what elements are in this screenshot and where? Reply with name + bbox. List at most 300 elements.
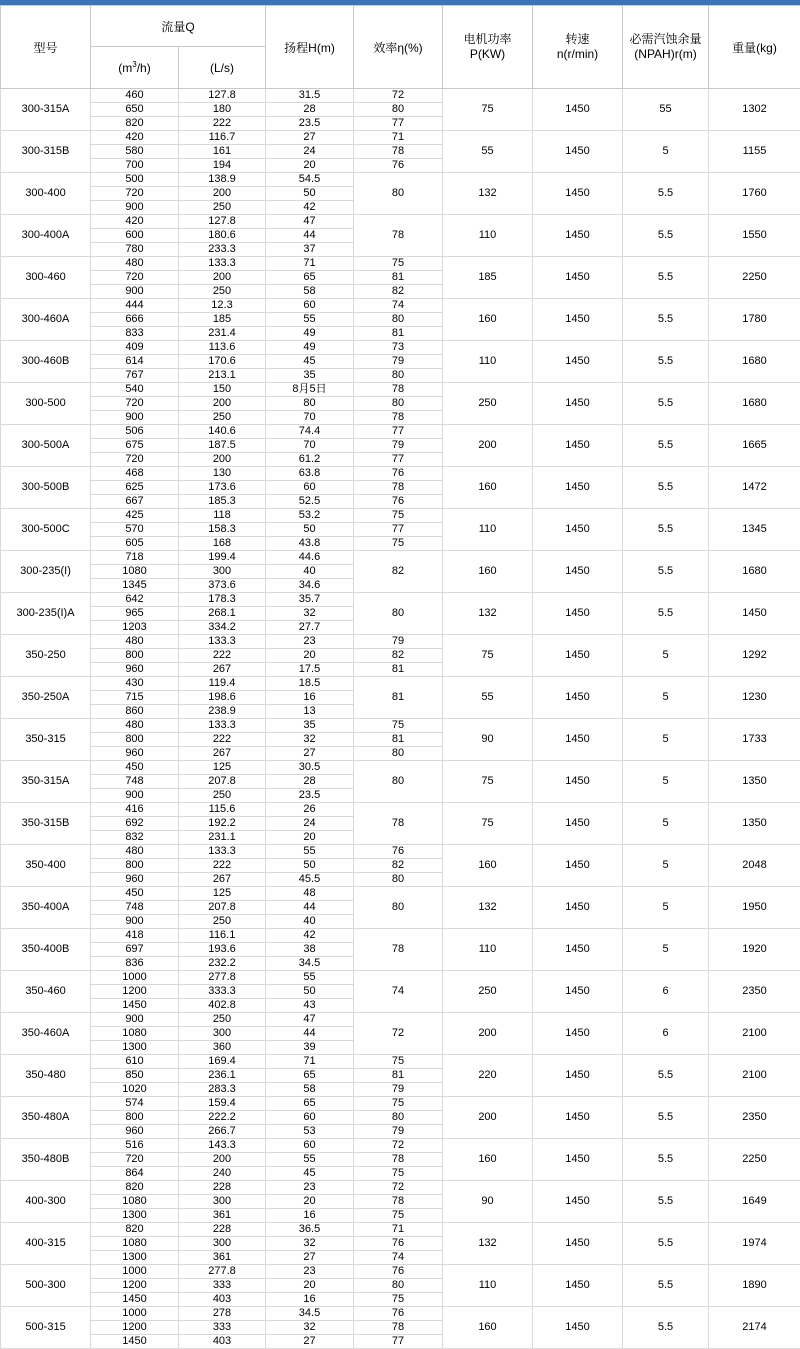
flow-m3h-cell: 675 — [91, 439, 179, 453]
flow-m3h-cell: 430 — [91, 677, 179, 691]
efficiency-cell: 78 — [354, 1153, 443, 1167]
table-row — [1, 1223, 800, 1237]
power-cell: 200 — [443, 425, 533, 467]
flow-ls-cell: 403 — [179, 1335, 266, 1349]
head-cell: 8月5日 — [266, 383, 354, 397]
flow-ls-cell: 12.3 — [179, 299, 266, 313]
flow-m3h-cell: 900 — [91, 915, 179, 929]
model-cell: 350-480A — [1, 1097, 91, 1139]
flow-m3h-cell: 444 — [91, 299, 179, 313]
weight-cell: 1680 — [709, 551, 800, 593]
weight-cell: 1950 — [709, 887, 800, 929]
flow-m3h-cell: 800 — [91, 733, 179, 747]
table-row — [1, 1097, 800, 1111]
flow-ls-cell: 300 — [179, 565, 266, 579]
efficiency-cell: 77 — [354, 117, 443, 131]
flow-ls-cell: 222.2 — [179, 1111, 266, 1125]
model-cell: 350-480 — [1, 1055, 91, 1097]
flow-ls-cell: 222 — [179, 859, 266, 873]
model-cell: 300-315A — [1, 89, 91, 131]
head-cell: 16 — [266, 1209, 354, 1223]
table-row — [1, 1181, 800, 1195]
efficiency-cell: 76 — [354, 1265, 443, 1279]
flow-m3h-cell: 748 — [91, 775, 179, 789]
head-cell: 70 — [266, 439, 354, 453]
flow-ls-cell: 236.1 — [179, 1069, 266, 1083]
table-row — [1, 929, 800, 943]
head-cell: 49 — [266, 341, 354, 355]
flow-m3h-cell: 832 — [91, 831, 179, 845]
efficiency-cell: 78 — [354, 383, 443, 397]
head-cell: 45.5 — [266, 873, 354, 887]
model-cell: 300-460B — [1, 341, 91, 383]
flow-ls-cell: 360 — [179, 1041, 266, 1055]
head-cell: 35.7 — [266, 593, 354, 607]
flow-ls-cell: 334.2 — [179, 621, 266, 635]
flow-m3h-cell: 833 — [91, 327, 179, 341]
head-cell: 34.5 — [266, 957, 354, 971]
npsh-cell: 5.5 — [623, 551, 709, 593]
head-cell: 49 — [266, 327, 354, 341]
flow-ls-cell: 138.9 — [179, 173, 266, 187]
flow-ls-cell: 267 — [179, 747, 266, 761]
flow-ls-cell: 361 — [179, 1209, 266, 1223]
head-cell: 74.4 — [266, 425, 354, 439]
model-cell: 300-235(I)A — [1, 593, 91, 635]
head-cell: 55 — [266, 971, 354, 985]
npsh-cell: 5.5 — [623, 1097, 709, 1139]
flow-m3h-cell: 574 — [91, 1097, 179, 1111]
header-power — [443, 6, 533, 89]
flow-m3h-cell: 666 — [91, 313, 179, 327]
flow-ls-cell: 277.8 — [179, 1265, 266, 1279]
flow-ls-cell: 116.1 — [179, 929, 266, 943]
npsh-cell: 5.5 — [623, 383, 709, 425]
flow-ls-cell: 199.4 — [179, 551, 266, 565]
efficiency-cell: 72 — [354, 1181, 443, 1195]
flow-m3h-cell: 420 — [91, 215, 179, 229]
flow-m3h-cell: 516 — [91, 1139, 179, 1153]
efficiency-cell: 81 — [354, 327, 443, 341]
weight-cell: 2350 — [709, 1097, 800, 1139]
speed-cell: 1450 — [533, 677, 623, 719]
power-cell: 200 — [443, 1097, 533, 1139]
flow-m3h-cell: 965 — [91, 607, 179, 621]
flow-m3h-cell: 800 — [91, 859, 179, 873]
flow-ls-cell: 140.6 — [179, 425, 266, 439]
flow-m3h-cell: 864 — [91, 1167, 179, 1181]
flow-m3h-cell: 1200 — [91, 1279, 179, 1293]
head-cell: 53.2 — [266, 509, 354, 523]
model-cell: 300-500B — [1, 467, 91, 509]
flow-ls-cell: 228 — [179, 1181, 266, 1195]
flow-m3h-cell: 715 — [91, 691, 179, 705]
flow-m3h-cell: 480 — [91, 719, 179, 733]
efficiency-cell: 75 — [354, 719, 443, 733]
head-cell: 65 — [266, 271, 354, 285]
head-cell: 23 — [266, 1265, 354, 1279]
head-cell: 32 — [266, 1321, 354, 1335]
flow-ls-cell: 228 — [179, 1223, 266, 1237]
flow-ls-cell: 133.3 — [179, 635, 266, 649]
flow-m3h-cell: 610 — [91, 1055, 179, 1069]
flow-ls-cell: 159.4 — [179, 1097, 266, 1111]
efficiency-cell: 80 — [354, 761, 443, 803]
header-npsh — [623, 6, 709, 89]
npsh-cell: 55 — [623, 89, 709, 131]
flow-m3h-cell: 720 — [91, 1153, 179, 1167]
table-row — [1, 1265, 800, 1279]
power-cell: 132 — [443, 1223, 533, 1265]
head-cell: 53 — [266, 1125, 354, 1139]
flow-m3h-cell: 1345 — [91, 579, 179, 593]
head-cell: 40 — [266, 915, 354, 929]
model-cell: 350-400 — [1, 845, 91, 887]
power-cell: 250 — [443, 383, 533, 425]
efficiency-cell: 79 — [354, 635, 443, 649]
table-row — [1, 593, 800, 607]
flow-m3h-cell: 570 — [91, 523, 179, 537]
table-row — [1, 845, 800, 859]
efficiency-cell: 80 — [354, 887, 443, 929]
efficiency-cell: 80 — [354, 873, 443, 887]
flow-ls-cell: 300 — [179, 1027, 266, 1041]
efficiency-cell: 77 — [354, 523, 443, 537]
flow-m3h-cell: 480 — [91, 845, 179, 859]
head-cell: 44 — [266, 901, 354, 915]
head-cell: 55 — [266, 1153, 354, 1167]
flow-m3h-cell: 1080 — [91, 1027, 179, 1041]
model-cell: 400-300 — [1, 1181, 91, 1223]
head-cell: 28 — [266, 103, 354, 117]
table-row — [1, 761, 800, 775]
model-cell: 350-315B — [1, 803, 91, 845]
head-cell: 23 — [266, 635, 354, 649]
efficiency-cell: 79 — [354, 1125, 443, 1139]
head-cell: 20 — [266, 1279, 354, 1293]
weight-cell: 1974 — [709, 1223, 800, 1265]
efficiency-cell: 76 — [354, 1237, 443, 1251]
power-cell: 250 — [443, 971, 533, 1013]
flow-ls-cell: 267 — [179, 873, 266, 887]
flow-ls-cell: 333 — [179, 1279, 266, 1293]
flow-ls-cell: 180.6 — [179, 229, 266, 243]
flow-ls-cell: 402.8 — [179, 999, 266, 1013]
flow-ls-cell: 125 — [179, 761, 266, 775]
weight-cell: 1920 — [709, 929, 800, 971]
flow-m3h-cell: 1450 — [91, 999, 179, 1013]
table-row — [1, 89, 800, 103]
head-cell: 71 — [266, 1055, 354, 1069]
table-row — [1, 551, 800, 565]
power-cell: 90 — [443, 1181, 533, 1223]
table-row — [1, 299, 800, 313]
flow-m3h-cell: 900 — [91, 789, 179, 803]
model-cell: 400-315 — [1, 1223, 91, 1265]
head-cell: 60 — [266, 299, 354, 313]
flow-ls-cell: 130 — [179, 467, 266, 481]
weight-cell: 1345 — [709, 509, 800, 551]
flow-ls-cell: 222 — [179, 649, 266, 663]
flow-ls-cell: 185.3 — [179, 495, 266, 509]
head-cell: 23.5 — [266, 789, 354, 803]
flow-m3h-cell: 820 — [91, 1181, 179, 1195]
efficiency-cell: 76 — [354, 495, 443, 509]
speed-cell: 1450 — [533, 1181, 623, 1223]
header-speed — [533, 6, 623, 89]
efficiency-cell: 79 — [354, 439, 443, 453]
efficiency-cell: 74 — [354, 971, 443, 1013]
flow-ls-cell: 266.7 — [179, 1125, 266, 1139]
speed-cell: 1450 — [533, 845, 623, 887]
power-cell: 132 — [443, 887, 533, 929]
head-cell: 34.5 — [266, 1307, 354, 1321]
model-cell: 350-315 — [1, 719, 91, 761]
head-cell: 23 — [266, 1181, 354, 1195]
flow-m3h-cell: 480 — [91, 635, 179, 649]
head-cell: 45 — [266, 355, 354, 369]
speed-cell: 1450 — [533, 803, 623, 845]
header-power-line1: 电机功率 — [443, 32, 532, 47]
flow-ls-cell: 115.6 — [179, 803, 266, 817]
model-cell: 350-250 — [1, 635, 91, 677]
flow-m3h-cell: 1450 — [91, 1335, 179, 1349]
flow-ls-cell: 193.6 — [179, 943, 266, 957]
head-cell: 52.5 — [266, 495, 354, 509]
flow-m3h-cell: 506 — [91, 425, 179, 439]
power-cell: 160 — [443, 845, 533, 887]
head-cell: 42 — [266, 201, 354, 215]
head-cell: 50 — [266, 187, 354, 201]
flow-ls-cell: 119.4 — [179, 677, 266, 691]
flow-m3h-cell: 836 — [91, 957, 179, 971]
efficiency-cell: 78 — [354, 215, 443, 257]
efficiency-cell: 80 — [354, 747, 443, 761]
efficiency-cell: 80 — [354, 1279, 443, 1293]
flow-ls-cell: 240 — [179, 1167, 266, 1181]
table-row — [1, 257, 800, 271]
model-cell: 300-460A — [1, 299, 91, 341]
head-cell: 16 — [266, 1293, 354, 1307]
model-cell: 300-500C — [1, 509, 91, 551]
efficiency-cell: 75 — [354, 1293, 443, 1307]
flow-ls-cell: 373.6 — [179, 579, 266, 593]
flow-m3h-cell: 720 — [91, 453, 179, 467]
efficiency-cell: 80 — [354, 397, 443, 411]
speed-cell: 1450 — [533, 719, 623, 761]
efficiency-cell: 75 — [354, 509, 443, 523]
efficiency-cell: 80 — [354, 103, 443, 117]
flow-m3h-cell: 960 — [91, 873, 179, 887]
efficiency-cell: 73 — [354, 341, 443, 355]
flow-m3h-cell: 960 — [91, 663, 179, 677]
flow-m3h-unit-post: /h) — [137, 61, 151, 75]
header-flow: 流量Q — [91, 6, 266, 47]
npsh-cell: 5 — [623, 845, 709, 887]
flow-m3h-cell: 1020 — [91, 1083, 179, 1097]
flow-m3h-cell: 1080 — [91, 1237, 179, 1251]
npsh-cell: 5.5 — [623, 215, 709, 257]
flow-ls-cell: 194 — [179, 159, 266, 173]
power-cell: 55 — [443, 131, 533, 173]
power-cell: 132 — [443, 173, 533, 215]
flow-ls-cell: 185 — [179, 313, 266, 327]
flow-m3h-cell: 1300 — [91, 1209, 179, 1223]
head-cell: 31.5 — [266, 89, 354, 103]
head-cell: 23.5 — [266, 117, 354, 131]
weight-cell: 2174 — [709, 1307, 800, 1349]
efficiency-cell: 78 — [354, 803, 443, 845]
efficiency-cell: 81 — [354, 733, 443, 747]
table-row — [1, 1055, 800, 1069]
efficiency-cell: 78 — [354, 481, 443, 495]
efficiency-cell: 75 — [354, 1167, 443, 1181]
head-cell: 48 — [266, 887, 354, 901]
flow-ls-cell: 133.3 — [179, 719, 266, 733]
flow-m3h-cell: 1300 — [91, 1041, 179, 1055]
efficiency-cell: 79 — [354, 355, 443, 369]
efficiency-cell: 74 — [354, 299, 443, 313]
head-cell: 27 — [266, 131, 354, 145]
efficiency-cell: 76 — [354, 159, 443, 173]
power-cell: 75 — [443, 803, 533, 845]
flow-ls-cell: 113.6 — [179, 341, 266, 355]
head-cell: 50 — [266, 859, 354, 873]
efficiency-cell: 76 — [354, 845, 443, 859]
efficiency-cell: 71 — [354, 131, 443, 145]
head-cell: 20 — [266, 159, 354, 173]
flow-m3h-cell: 425 — [91, 509, 179, 523]
weight-cell: 2250 — [709, 257, 800, 299]
npsh-cell: 5 — [623, 887, 709, 929]
npsh-cell: 5 — [623, 131, 709, 173]
head-cell: 20 — [266, 831, 354, 845]
head-cell: 32 — [266, 607, 354, 621]
speed-cell: 1450 — [533, 215, 623, 257]
flow-ls-cell: 250 — [179, 201, 266, 215]
weight-cell: 2100 — [709, 1013, 800, 1055]
head-cell: 60 — [266, 1139, 354, 1153]
flow-m3h-cell: 1080 — [91, 1195, 179, 1209]
efficiency-cell: 81 — [354, 663, 443, 677]
power-cell: 90 — [443, 719, 533, 761]
flow-ls-cell: 168 — [179, 537, 266, 551]
power-cell: 160 — [443, 1307, 533, 1349]
head-cell: 60 — [266, 1111, 354, 1125]
power-cell: 110 — [443, 929, 533, 971]
flow-m3h-cell: 1000 — [91, 971, 179, 985]
header-npsh-line2: (NPAH)r(m) — [623, 47, 708, 62]
speed-cell: 1450 — [533, 257, 623, 299]
model-cell: 350-250A — [1, 677, 91, 719]
table-row — [1, 635, 800, 649]
flow-ls-cell: 232.2 — [179, 957, 266, 971]
head-cell: 30.5 — [266, 761, 354, 775]
head-cell: 70 — [266, 411, 354, 425]
efficiency-cell: 78 — [354, 929, 443, 971]
weight-cell: 2250 — [709, 1139, 800, 1181]
efficiency-cell: 76 — [354, 467, 443, 481]
model-cell: 350-480B — [1, 1139, 91, 1181]
power-cell: 110 — [443, 1265, 533, 1307]
model-cell: 500-300 — [1, 1265, 91, 1307]
flow-m3h-cell: 850 — [91, 1069, 179, 1083]
weight-cell: 1680 — [709, 383, 800, 425]
flow-ls-cell: 116.7 — [179, 131, 266, 145]
flow-m3h-unit-pre: (m — [118, 61, 132, 75]
flow-ls-cell: 250 — [179, 285, 266, 299]
npsh-cell: 5 — [623, 803, 709, 845]
power-cell: 220 — [443, 1055, 533, 1097]
header-model: 型号 — [1, 6, 91, 89]
flow-m3h-cell: 800 — [91, 1111, 179, 1125]
power-cell: 160 — [443, 551, 533, 593]
table-row — [1, 1139, 800, 1153]
flow-m3h-cell: 960 — [91, 1125, 179, 1139]
weight-cell: 1350 — [709, 761, 800, 803]
head-cell: 45 — [266, 1167, 354, 1181]
flow-ls-cell: 300 — [179, 1237, 266, 1251]
head-cell: 18.5 — [266, 677, 354, 691]
weight-cell: 1302 — [709, 89, 800, 131]
speed-cell: 1450 — [533, 467, 623, 509]
npsh-cell: 5.5 — [623, 1055, 709, 1097]
head-cell: 32 — [266, 733, 354, 747]
head-cell: 44 — [266, 1027, 354, 1041]
npsh-cell: 5.5 — [623, 1139, 709, 1181]
speed-cell: 1450 — [533, 509, 623, 551]
weight-cell: 1292 — [709, 635, 800, 677]
model-cell: 350-400B — [1, 929, 91, 971]
npsh-cell: 5.5 — [623, 1223, 709, 1265]
head-cell: 28 — [266, 775, 354, 789]
head-cell: 65 — [266, 1097, 354, 1111]
efficiency-cell: 74 — [354, 1251, 443, 1265]
head-cell: 58 — [266, 1083, 354, 1097]
efficiency-cell: 82 — [354, 551, 443, 593]
flow-ls-cell: 233.3 — [179, 243, 266, 257]
head-cell: 39 — [266, 1041, 354, 1055]
npsh-cell: 5 — [623, 929, 709, 971]
npsh-cell: 5.5 — [623, 593, 709, 635]
efficiency-cell: 72 — [354, 1013, 443, 1055]
flow-m3h-cell: 767 — [91, 369, 179, 383]
flow-m3h-cell: 480 — [91, 257, 179, 271]
flow-m3h-cell: 697 — [91, 943, 179, 957]
flow-ls-cell: 403 — [179, 1293, 266, 1307]
npsh-cell: 5.5 — [623, 173, 709, 215]
model-cell: 350-460 — [1, 971, 91, 1013]
header-efficiency: 效率η(%) — [354, 6, 443, 89]
flow-ls-cell: 283.3 — [179, 1083, 266, 1097]
power-cell: 185 — [443, 257, 533, 299]
flow-ls-cell: 187.5 — [179, 439, 266, 453]
weight-cell: 1665 — [709, 425, 800, 467]
efficiency-cell: 81 — [354, 677, 443, 719]
head-cell: 16 — [266, 691, 354, 705]
flow-m3h-cell: 605 — [91, 537, 179, 551]
flow-ls-cell: 200 — [179, 453, 266, 467]
weight-cell: 1780 — [709, 299, 800, 341]
flow-m3h-cell: 718 — [91, 551, 179, 565]
table-row — [1, 719, 800, 733]
npsh-cell: 5.5 — [623, 1265, 709, 1307]
flow-ls-cell: 158.3 — [179, 523, 266, 537]
flow-m3h-cell: 650 — [91, 103, 179, 117]
head-cell: 20 — [266, 1195, 354, 1209]
efficiency-cell: 80 — [354, 1111, 443, 1125]
flow-m3h-cell: 720 — [91, 397, 179, 411]
